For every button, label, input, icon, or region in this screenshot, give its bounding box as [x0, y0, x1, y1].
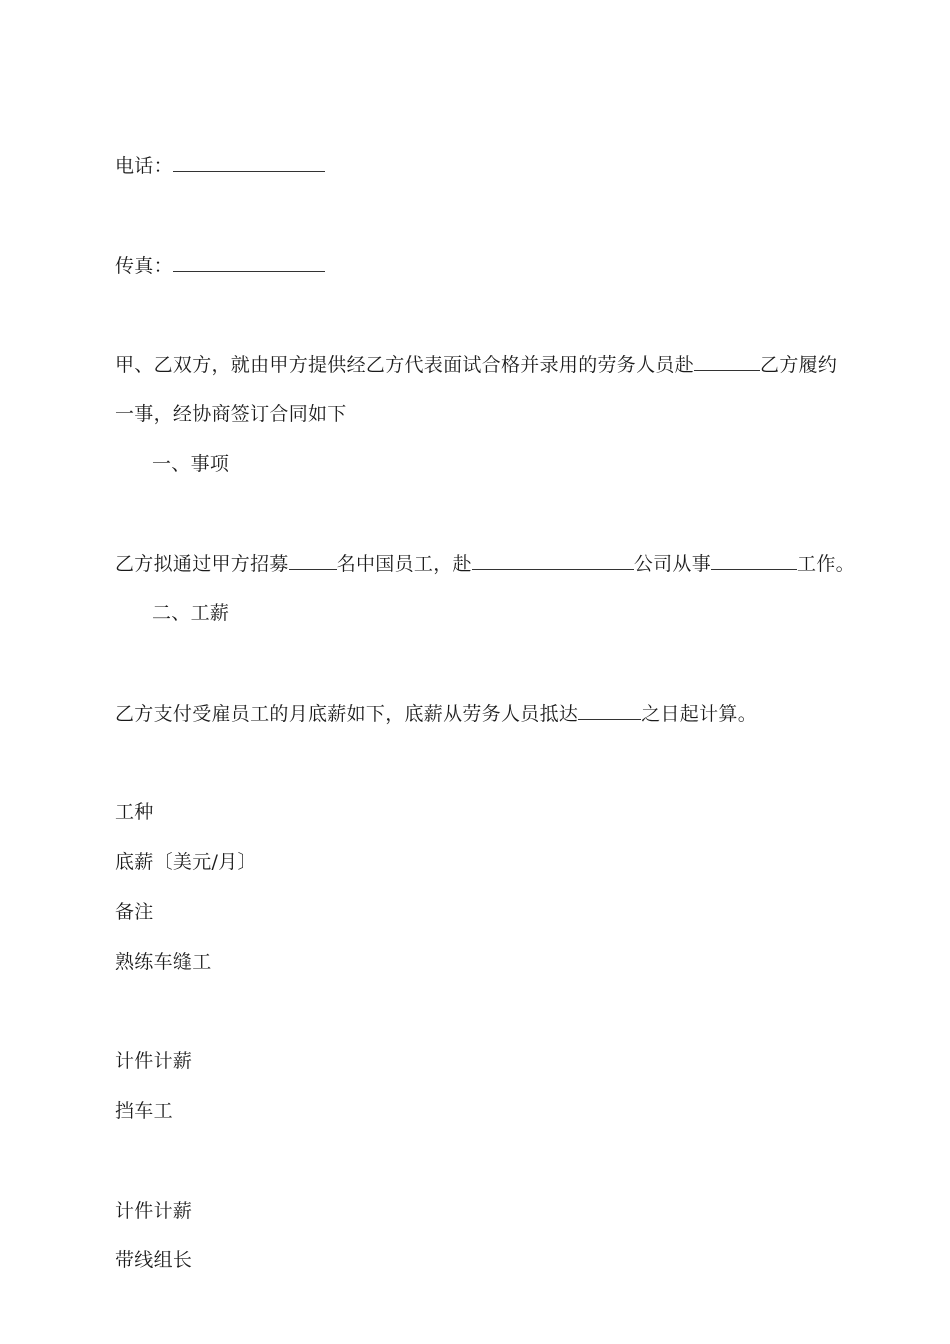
section-1-text-4: 工作。: [797, 553, 855, 575]
destination-blank: [694, 352, 760, 371]
table-row: [115, 1248, 192, 1272]
table-row: [115, 1049, 192, 1073]
intro-line-2: [115, 402, 347, 426]
table-cell-job: 挡车工: [115, 1100, 173, 1122]
table-header-note-text: 备注: [115, 901, 154, 923]
section-2-text: [115, 701, 757, 726]
section-1-text: [115, 551, 855, 576]
intro-text-2: 乙方履约: [760, 354, 838, 376]
section-1-text-2: 名中国员工，赴: [336, 553, 472, 575]
section-2-text-1: 乙方支付受雇员工的月底薪如下，底薪从劳务人员抵达: [115, 703, 579, 725]
work-type-blank: [711, 551, 797, 570]
section-2-heading: [152, 601, 229, 625]
phone-blank: [173, 153, 325, 172]
section-2-text-2: 之日起计算。: [641, 703, 758, 725]
table-header-note: [115, 900, 154, 924]
intro-text-1: 甲、乙双方，就由甲方提供经乙方代表面试合格并录用的劳务人员赴: [115, 354, 695, 376]
fax-label: 传真：: [115, 255, 173, 277]
section-1-text-3: 公司从事: [633, 553, 712, 575]
table-header-job: [115, 800, 154, 824]
fax-blank: [173, 253, 325, 272]
table-header-salary: [115, 850, 257, 874]
table-row: [115, 1099, 173, 1123]
table-row: [115, 1199, 192, 1223]
table-cell-job: 熟练车缝工: [115, 951, 212, 973]
employee-count-blank: [289, 551, 337, 570]
section-1-text-1: 乙方拟通过甲方招募: [115, 553, 289, 575]
table-header-job-text: 工种: [115, 801, 154, 823]
intro-text-3: 一事，经协商签订合同如下: [115, 403, 347, 425]
table-cell-salary: 计件计薪: [115, 1200, 193, 1222]
section-1-heading: [152, 452, 229, 476]
fax-line: [115, 253, 325, 278]
intro-line-1: [115, 352, 837, 377]
table-header-salary-text: 底薪〔美元/月〕: [115, 851, 257, 873]
section-1-heading-text: 一、事项: [152, 453, 230, 475]
company-blank: [472, 551, 634, 570]
table-row: [115, 950, 212, 974]
section-2-heading-text: 二、工薪: [152, 602, 230, 624]
table-cell-salary: 计件计薪: [115, 1050, 193, 1072]
phone-line: [115, 153, 325, 178]
phone-label: 电话：: [115, 155, 173, 177]
table-cell-job: 带线组长: [115, 1249, 193, 1271]
arrival-blank: [578, 701, 641, 720]
